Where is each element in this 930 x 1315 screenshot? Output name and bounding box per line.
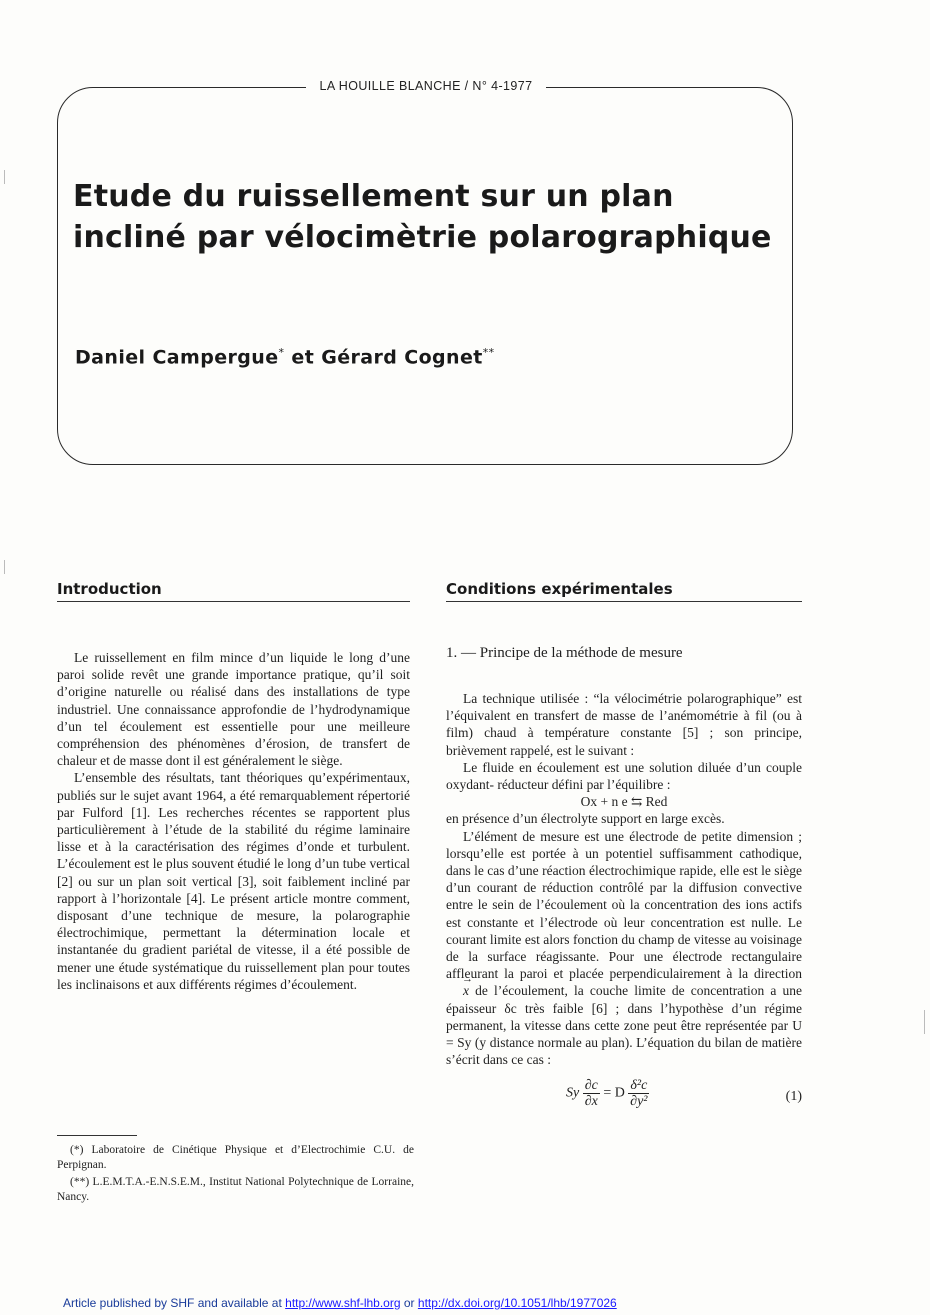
paragraph: Le fluide en écoulement est une solution diluée d’un couple oxydant- réducteur défini par l’équilibre : (446, 759, 802, 793)
redox-equation: Ox + n e ⇆ Red (580, 794, 668, 810)
eq-denominator: ∂x (584, 1094, 598, 1110)
footnote: (*) Laboratoire de Cinétique Physique et d’Electrochimie C.U. de Perpignan. (57, 1144, 414, 1171)
article-title: Etude du ruissellement sur un plan incliné par vélocimètrie polarographique (73, 179, 772, 255)
equation-body (566, 1078, 649, 1109)
doi-link[interactable]: http://dx.doi.org/10.1051/lhb/1977026 (417, 1296, 617, 1310)
eq-numerator: ∂c (584, 1078, 598, 1094)
eq-fraction (628, 1078, 649, 1109)
paragraph: Le ruissellement en film mince d’un liquide le long d’une paroi solide revêt une grande importance pratique, qu’il soit d’origine naturelle ou réalisé dans des installations de type industriel. Une connaissance approfondie de l’hydrodynamique d’un tel écoulement est essentielle pour une meilleure compréhension des phénomènes d’érosion, de transfert de chaleur et de masse dont il est généralement le siège. (57, 650, 410, 769)
scan-mark (4, 170, 5, 184)
conditions-body (446, 690, 802, 1116)
banner-text: Article published by SHF and available at (63, 1296, 282, 1310)
subsection-heading: 1. — Principe de la méthode de mesure (446, 645, 683, 661)
paragraph-text: de l’écoulement, la couche limite de concentration a une épaisseur δc très faible [6] ; dans l’hypothèse d’un régime permanent, la vitesse dans cette zone peut être représentée par U = Sy (y distance normale au plan). L’équation du bilan de matière s’écrit dans ce cas : (446, 983, 802, 1068)
introduction-heading: Introduction (57, 580, 410, 602)
author-1: Daniel Campergue (75, 346, 279, 369)
eq-denominator: ∂y² (630, 1094, 648, 1110)
author-2: Gérard Cognet (321, 346, 483, 369)
footnote-rule (57, 1135, 137, 1136)
equation-1 (446, 1076, 802, 1116)
paragraph-text: L’élément de mesure est une électrode de petite dimension ; lorsqu’elle est portée à un potentiel suffisamment cathodique, dans le cas d’une réaction électrochimique rapide, elle est le siège d’un courant de réduction contrôlé par la diffusion convective entre le sein de l’écoulement où la concentration des ions actifs est constante et l’électrode où leur concentration est nulle. Le courant limite est alors fonction du champ de vitesse au voisinage de la surface réagissante. Pour une électrode rectangulaire affleurant la paroi et placée perpendiculairement à la direction (446, 828, 802, 982)
scan-mark (4, 560, 5, 574)
eq-numerator: δ²c (630, 1078, 648, 1094)
eq-fraction (583, 1078, 600, 1109)
author-line (75, 346, 775, 368)
eq-lhs: Sy (566, 1086, 580, 1102)
author-2-mark: ** (482, 346, 495, 359)
shf-link[interactable]: http://www.shf-lhb.org (285, 1296, 401, 1310)
equation-number: (1) (785, 1089, 802, 1105)
paragraph: en présence d’un électrolyte support en large excès. (446, 811, 725, 827)
paragraph: La technique utilisée : “la vélocimétrie polarographique” est l’équivalent en transfert de masse de l’anémométrie à fil (ou à film) chaud à température constante [5] ; son principe, brièvement rappelé, est le suivant : (446, 691, 802, 758)
conditions-heading: Conditions expérimentales (446, 580, 802, 602)
introduction-body (57, 649, 410, 993)
title-frame (57, 87, 793, 465)
footnotes (57, 1143, 414, 1207)
eq-equals: = D (603, 1086, 625, 1102)
author-conjunction: et (291, 346, 315, 369)
paragraph (446, 828, 802, 1069)
journal-running-header: LA HOUILLE BLANCHE / N° 4-1977 (306, 79, 546, 93)
paragraph: L’ensemble des résultats, tant théoriques qu’expérimentaux, publiés sur le sujet avant 1964, a été remarquablement répertorié par Fulford [1]. Les recherches récentes se rapportent plus particulièrement à l’étude de la stabilité du régime laminaire lisse et à la caractérisation des régimes d’onde et turbulent. L’écoulement est le plus souvent étudié le long d’un tube vertical [2] ou sur un plan soit vertical [3], soit faiblement incliné par rapport à l’horizontale [4]. Le présent article montre comment, disposant d’une technique de mesure, la polarographie électrochimique, permettant la détermination locale et instantanée du gradient pariétal de vitesse, il a été possible de mener une étude systématique du ruissellement plan pour toutes les inclinaisons et aux différents régimes d’écoulement. (57, 770, 410, 992)
x-vector: → x (446, 982, 469, 999)
footnote: (**) L.E.M.T.A.-E.N.S.E.M., Institut National Polytechnique de Lorraine, Nancy. (57, 1176, 414, 1203)
author-1-mark: * (278, 346, 285, 359)
banner-text: or (403, 1296, 415, 1310)
publication-banner (63, 1296, 863, 1310)
scan-mark (924, 1010, 925, 1034)
